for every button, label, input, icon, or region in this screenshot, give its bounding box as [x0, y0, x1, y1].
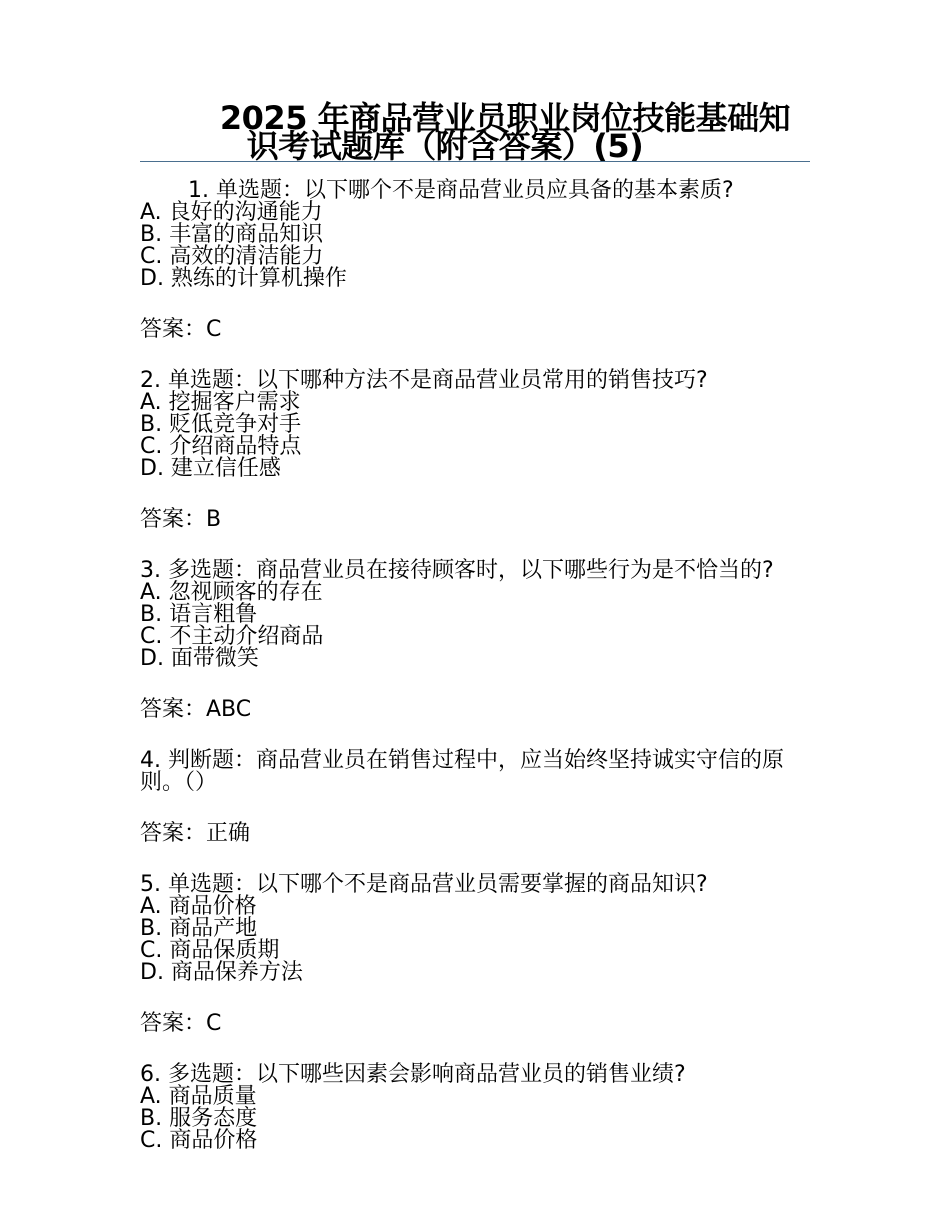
question-stem: 3. 多选题：商品营业员在接待顾客时，以下哪些行为是不恰当的? — [140, 558, 774, 583]
question-4 — [140, 750, 810, 852]
option-d: D. 熟练的计算机操作 — [140, 266, 347, 291]
question-3 — [140, 560, 810, 728]
answer: 答案：ABC — [140, 697, 252, 722]
question-6 — [140, 1064, 810, 1152]
question-stem: 4. 判断题：商品营业员在销售过程中，应当始终坚持诚实守信的原则。（） — [140, 748, 784, 795]
question-list — [140, 180, 810, 1152]
answer: 答案：C — [140, 317, 222, 342]
option-b: B. 商品产地 — [140, 916, 258, 941]
option-c: C. 高效的清洁能力 — [140, 244, 324, 269]
option-c: C. 不主动介绍商品 — [140, 624, 324, 649]
option-b: B. 丰富的商品知识 — [140, 222, 324, 247]
answer: 答案：B — [140, 507, 222, 532]
question-1 — [140, 180, 810, 348]
question-5 — [140, 874, 810, 1042]
question-2 — [140, 370, 810, 538]
option-d: D. 商品保养方法 — [140, 960, 303, 985]
option-a: A. 忽视顾客的存在 — [140, 580, 323, 605]
title-line-2: 识考试题库（附含答案）(5) — [246, 127, 644, 165]
option-b: B. 语言粗鲁 — [140, 602, 258, 627]
option-a: A. 良好的沟通能力 — [140, 200, 323, 225]
option-d: D. 建立信任感 — [140, 456, 281, 481]
question-stem: 2. 单选题：以下哪种方法不是商品营业员常用的销售技巧? — [140, 368, 708, 393]
option-c: C. 商品保质期 — [140, 938, 280, 963]
option-c: C. 商品价格 — [140, 1128, 258, 1153]
question-stem: 5. 单选题：以下哪个不是商品营业员需要掌握的商品知识? — [140, 872, 708, 897]
answer: 答案：正确 — [140, 821, 251, 846]
option-a: A. 商品质量 — [140, 1084, 257, 1109]
option-b: B. 服务态度 — [140, 1106, 258, 1131]
option-d: D. 面带微笑 — [140, 646, 259, 671]
title-line-1: 2025 年商品营业员职业岗位技能基础知 — [219, 99, 791, 137]
option-c: C. 介绍商品特点 — [140, 434, 302, 459]
option-b: B. 贬低竞争对手 — [140, 412, 302, 437]
question-stem: 1. 单选题：以下哪个不是商品营业员应具备的基本素质? — [188, 178, 734, 203]
question-stem: 6. 多选题：以下哪些因素会影响商品营业员的销售业绩? — [140, 1062, 686, 1087]
document-title — [140, 99, 810, 165]
title-divider — [140, 161, 810, 162]
answer: 答案：C — [140, 1011, 222, 1036]
option-a: A. 商品价格 — [140, 894, 257, 919]
option-a: A. 挖掘客户需求 — [140, 390, 301, 415]
